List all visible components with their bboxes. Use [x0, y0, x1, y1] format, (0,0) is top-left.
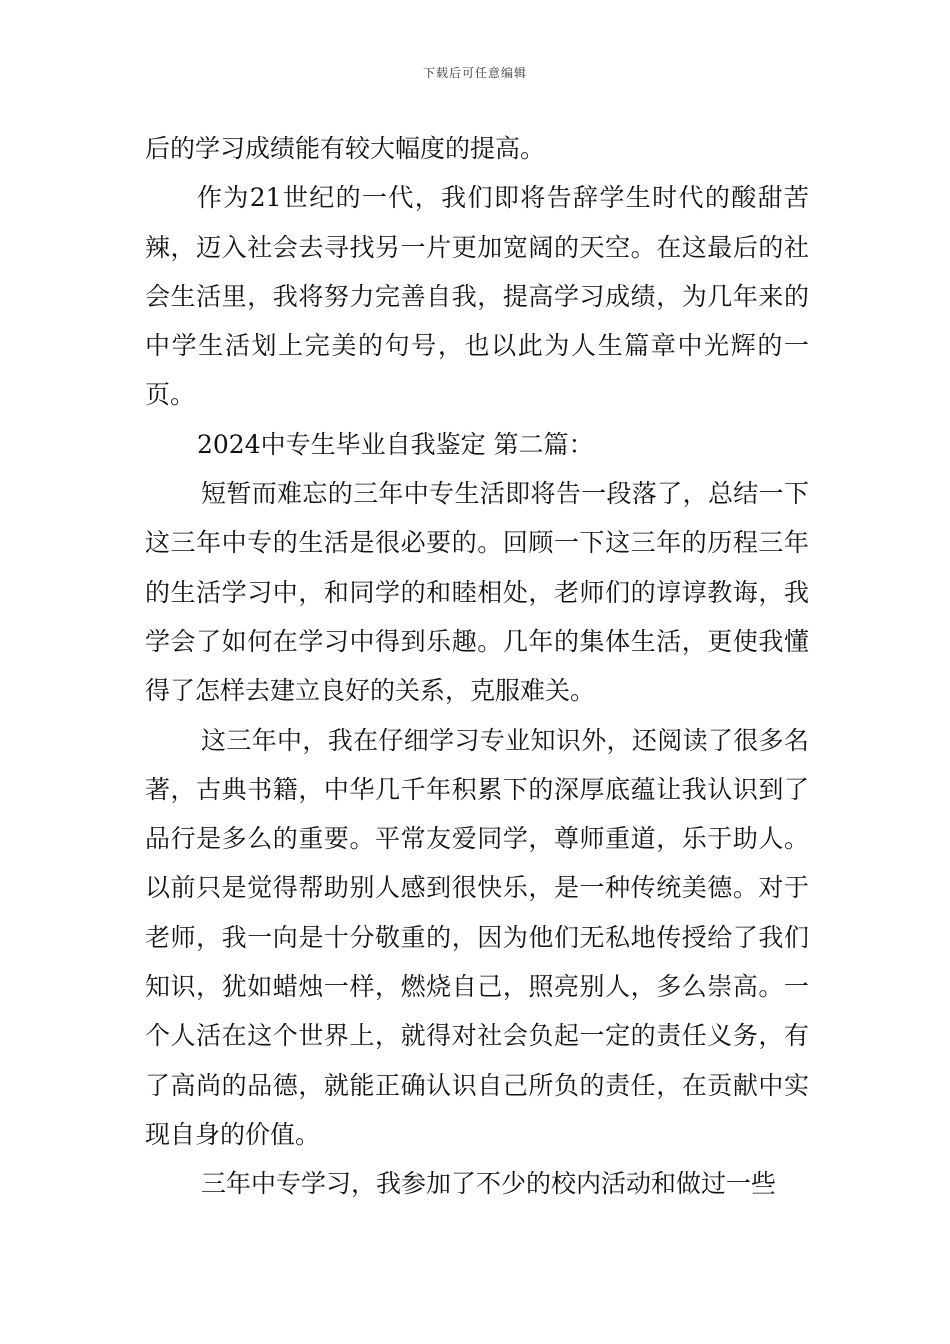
paragraph-continuation: 后的学习成绩能有较大幅度的提高。	[145, 134, 546, 163]
document-body	[145, 124, 809, 1209]
paragraph-three-years-summary: 短暂而难忘的三年中专生活即将告一段落了，总结一下这三年中专的生活是很必要的。回顾一下这三年的历程三年的生活学习中，和同学的和睦相处，老师们的谆谆教诲，我学会了如何在学习中得到乐趣。几年的集体生活，更使我懂得了怎样去建立良好的关系，克服难关。	[145, 479, 809, 706]
paragraph-school-activities: 三年中专学习，我参加了不少的校内活动和做过一些	[201, 1169, 777, 1199]
page-header: 下载后可任意编辑	[422, 66, 527, 80]
paragraph-21st-century: 作为21世纪的一代，我们即将告辞学生时代的酸甜苦辣，迈入社会去寻找另一片更加宽阔的天空。在这最后的社会生活里，我将努力完善自我，提高学习成绩，为几年来的中学生活划上完美的句号，也以此为人生篇章中光辉的一页。	[145, 183, 809, 410]
paragraph-study-and-virtue: 这三年中，我在仔细学习专业知识外，还阅读了很多名著，古典书籍，中华几千年积累下的深厚底蕴让我认识到了品行是多么的重要。平常友爱同学，尊师重道，乐于助人。以前只是觉得帮助别人感到很快乐，是一种传统美德。对于老师，我一向是十分敬重的，因为他们无私地传授给了我们知识，犹如蜡烛一样，燃烧自己，照亮别人，多么崇高。一个人活在这个世界上，就得对社会负起一定的责任义务，有了高尚的品德，就能正确认识自己所负的责任，在贡献中实现自身的价值。	[145, 725, 809, 1149]
section-heading-second: 2024中专生毕业自我鉴定 第二篇：	[197, 429, 594, 459]
